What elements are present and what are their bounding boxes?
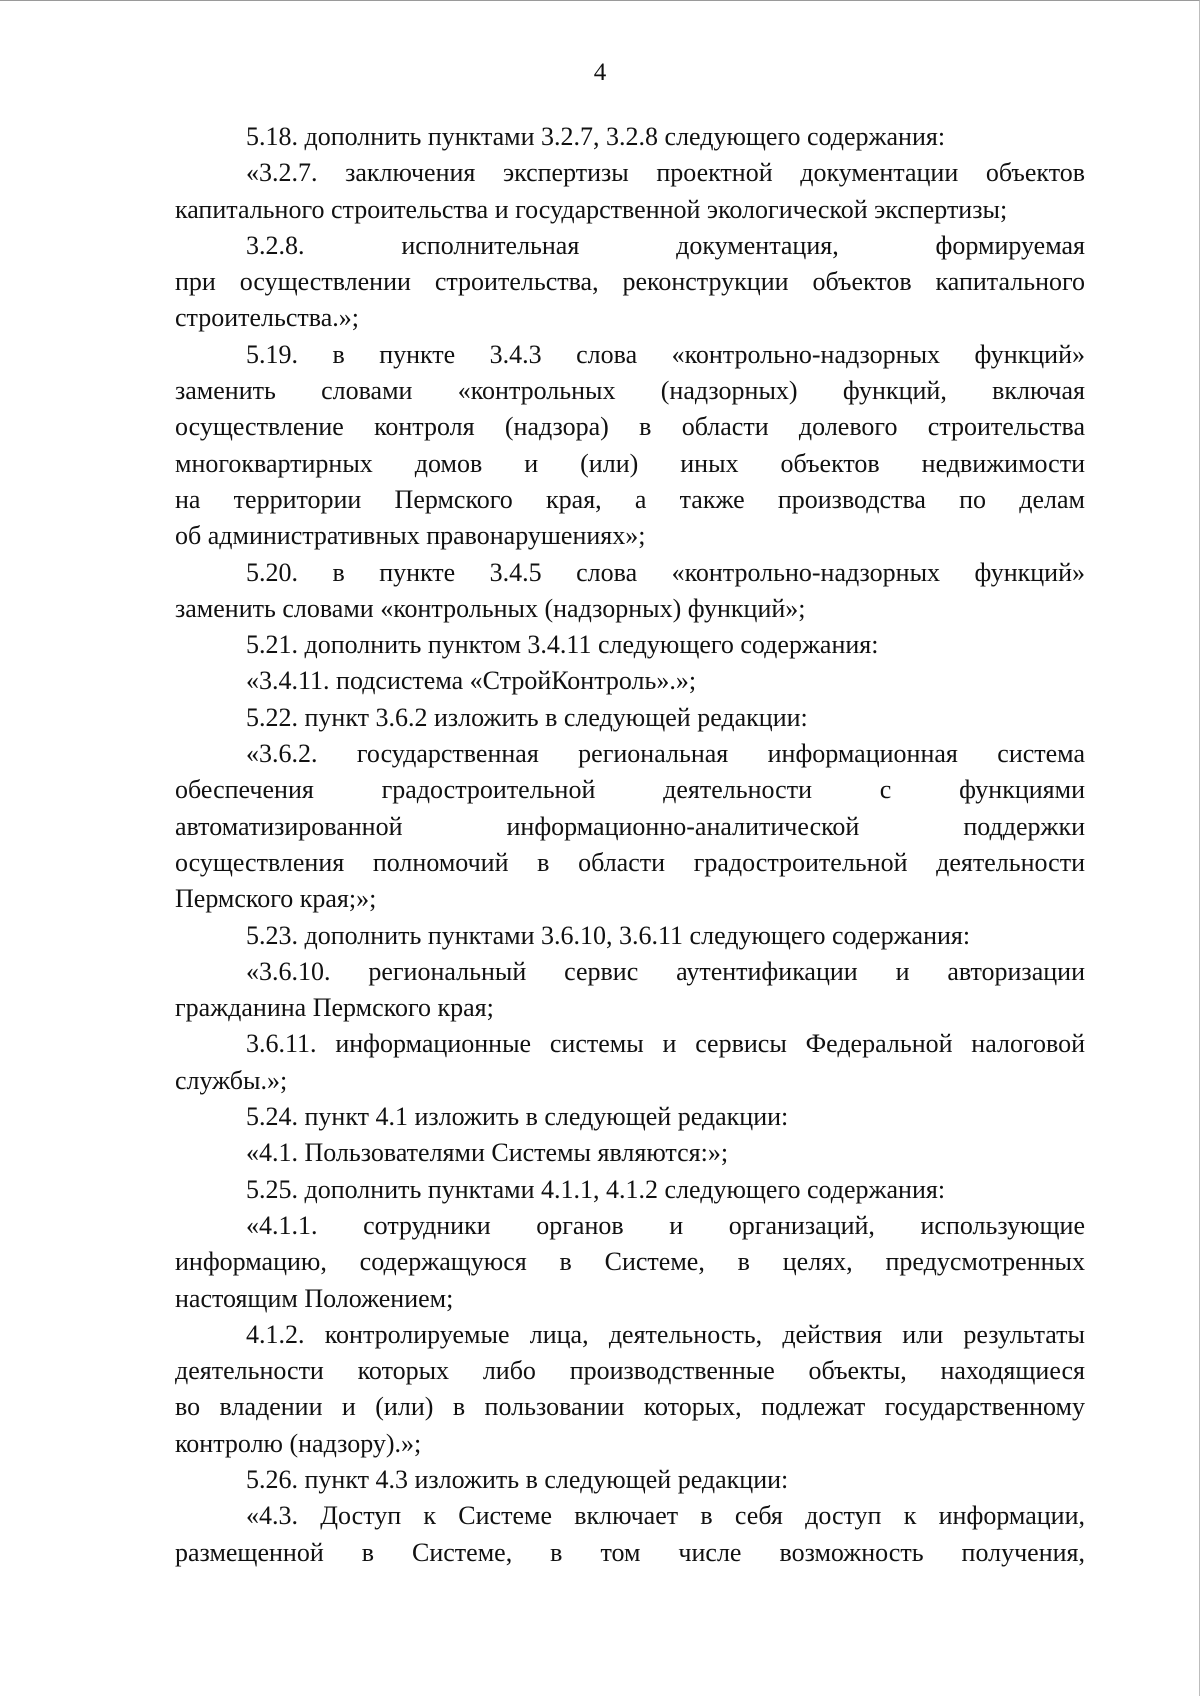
paragraph	[175, 1172, 1085, 1208]
text-line: «4.3. Доступ к Системе включает в себя доступ к информации,	[246, 1501, 1085, 1531]
text-line: контролю (надзору).»;	[175, 1428, 422, 1458]
text-line: 5.20. в пункте 3.4.5 слова «контрольно-надзорных функций»	[246, 557, 1085, 587]
text-line: во владении и (или) в пользовании которых, подлежат государственному	[175, 1392, 1085, 1422]
text-line: деятельности которых либо производственные объекты, находящиеся	[175, 1356, 1085, 1386]
paragraph	[175, 555, 1085, 628]
text-line: службы.»;	[175, 1065, 288, 1095]
paragraph	[175, 627, 1085, 663]
text-line: «3.6.10. региональный сервис аутентификации и авторизации	[246, 956, 1085, 986]
paragraph	[175, 119, 1085, 155]
text-line: осуществления полномочий в области градостроительной деятельности	[175, 847, 1085, 877]
paragraph	[175, 337, 1085, 555]
text-line: «3.4.11. подсистема «СтройКонтроль».»;	[246, 666, 697, 696]
text-line: 3.2.8. исполнительная документация, формируемая	[246, 230, 1085, 260]
text-line: строительства.»;	[175, 303, 359, 333]
text-line: «4.1.1. сотрудники органов и организаций, использующие	[246, 1210, 1085, 1240]
text-line: обеспечения градостроительной деятельности с функциями	[175, 775, 1085, 805]
text-line: «3.6.2. государственная региональная информационная система	[246, 739, 1085, 769]
text-line: 3.6.11. информационные системы и сервисы Федеральной налоговой	[246, 1029, 1085, 1059]
text-line: 5.23. дополнить пунктами 3.6.10, 3.6.11 следующего содержания:	[246, 920, 971, 950]
text-line: заменить словами «контрольных (надзорных) функций, включая	[175, 376, 1085, 406]
page-number: 4	[593, 59, 607, 86]
text-line: автоматизированной информационно-аналитической поддержки	[175, 811, 1085, 841]
paragraph	[175, 1135, 1085, 1171]
paragraph	[175, 1462, 1085, 1498]
paragraph	[175, 663, 1085, 699]
text-line: 4.1.2. контролируемые лица, деятельность, действия или результаты	[246, 1319, 1085, 1349]
paragraph	[175, 1317, 1085, 1462]
text-line: при осуществлении строительства, реконструкции объектов капитального	[175, 267, 1085, 297]
text-line: 5.26. пункт 4.3 изложить в следующей редакции:	[246, 1464, 789, 1494]
document-body	[175, 119, 1085, 1571]
text-line: 5.21. дополнить пунктом 3.4.11 следующего содержания:	[246, 630, 879, 660]
paragraph	[175, 918, 1085, 954]
paragraph	[175, 1498, 1085, 1571]
paragraph	[175, 954, 1085, 1027]
paragraph	[175, 700, 1085, 736]
text-line: информацию, содержащуюся в Системе, в целях, предусмотренных	[175, 1247, 1085, 1277]
paragraph	[175, 1099, 1085, 1135]
paragraph	[175, 1208, 1085, 1317]
text-line: капитального строительства и государственной экологической экспертизы;	[175, 194, 1008, 224]
text-line: «4.1. Пользователями Системы являются:»;	[246, 1138, 729, 1168]
text-line: осуществление контроля (надзора) в области долевого строительства	[175, 412, 1085, 442]
text-line: об административных правонарушениях»;	[175, 521, 646, 551]
text-line: «3.2.7. заключения экспертизы проектной документации объектов	[246, 158, 1085, 188]
text-line: 5.25. дополнить пунктами 4.1.1, 4.1.2 следующего содержания:	[246, 1174, 946, 1204]
text-line: гражданина Пермского края;	[175, 993, 494, 1023]
text-line: 5.22. пункт 3.6.2 изложить в следующей редакции:	[246, 702, 808, 732]
text-line: на территории Пермского края, а также производства по делам	[175, 484, 1085, 514]
paragraph	[175, 1026, 1085, 1099]
text-line: 5.18. дополнить пунктами 3.2.7, 3.2.8 следующего содержания:	[246, 122, 946, 151]
text-line: настоящим Положением;	[175, 1283, 454, 1313]
text-line: 5.19. в пункте 3.4.3 слова «контрольно-надзорных функций»	[246, 339, 1085, 369]
paragraph	[175, 155, 1085, 228]
text-line: размещенной в Системе, в том числе возможность получения,	[175, 1537, 1085, 1567]
text-line: Пермского края;»;	[175, 884, 377, 914]
text-line: 5.24. пункт 4.1 изложить в следующей редакции:	[246, 1102, 789, 1132]
paragraph	[175, 228, 1085, 337]
text-line: заменить словами «контрольных (надзорных) функций»;	[175, 593, 806, 623]
text-line: многоквартирных домов и (или) иных объектов недвижимости	[175, 448, 1085, 478]
paragraph	[175, 736, 1085, 917]
